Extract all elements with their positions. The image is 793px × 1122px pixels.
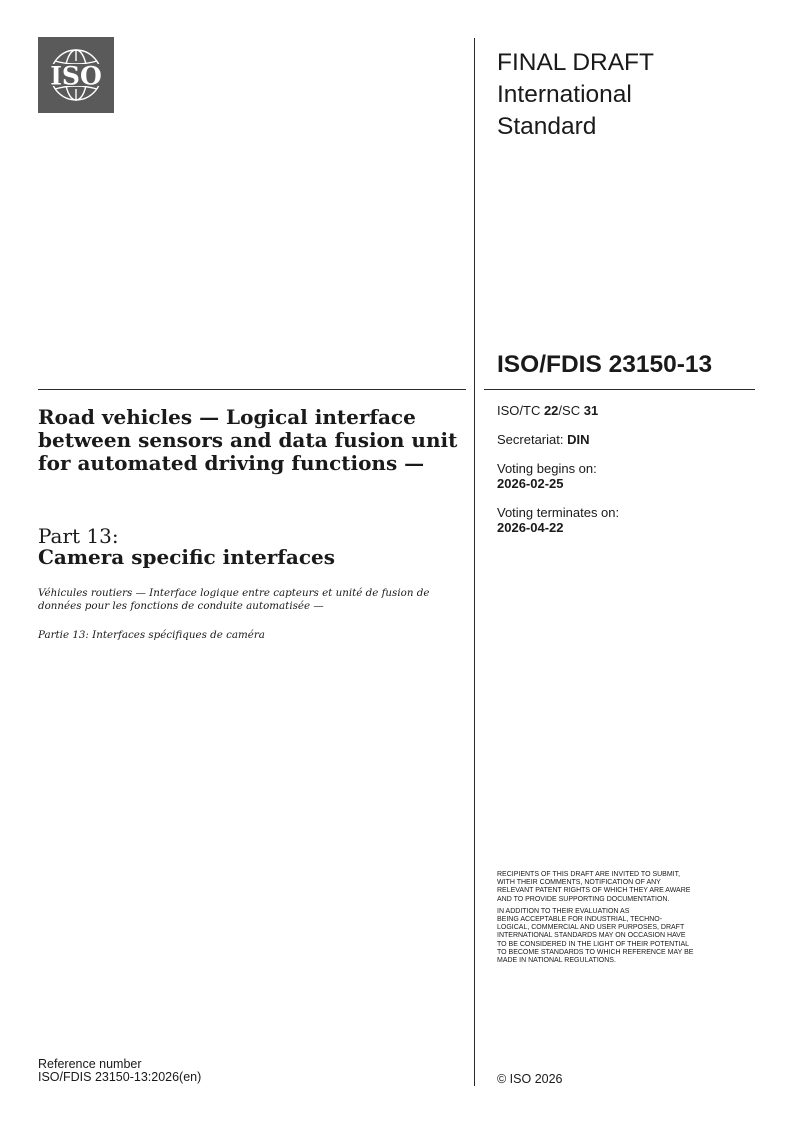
tc-prefix: ISO/TC (497, 403, 544, 418)
voting-terminates (497, 505, 619, 535)
secretariat-value: DIN (567, 432, 590, 447)
sc-prefix: /SC (558, 403, 584, 418)
secretariat-label: Secretariat: (497, 432, 568, 447)
status-line-final-draft: FINAL DRAFT (497, 49, 654, 76)
reference-value: ISO/FDIS 23150-13:2026(en) (38, 1070, 202, 1084)
part-label: Part 13: (38, 524, 119, 548)
notice-paragraph-evaluation: IN ADDITION TO THEIR EVALUATION AS BEING ACCEPTABLE FOR INDUSTRIAL, TECHNO- LOGICAL, COMMERCIAL AND USER PURPOSES, DRAFT INTERNATIONAL STANDARDS MAY ON OCCASION HAVE TO BE CONSIDERED IN THE LIGHT OF THEIR POTENTIAL TO BECOME STANDARDS TO WHICH REFERENCE MAY BE MADE IN NATIONAL REGULATIONS. (497, 907, 694, 965)
voting-begins (497, 461, 597, 491)
notice-paragraph-patents: RECIPIENTS OF THIS DRAFT ARE INVITED TO SUBMIT, WITH THEIR COMMENTS, NOTIFICATION OF ANY RELEVANT PATENT RIGHTS OF WHICH THEY ARE AWARE AND TO PROVIDE SUPPORTING DOCUMENTATION. (497, 871, 691, 903)
reference-number (38, 1058, 201, 1084)
vertical-divider (474, 38, 475, 1086)
part-title: Camera specific interfaces (38, 545, 336, 569)
logo-text: ISO (50, 61, 102, 91)
voting-terminates-label: Voting terminates on: (497, 505, 620, 520)
tc-number: 22 (543, 403, 559, 418)
status-line-international: International (497, 81, 632, 108)
left-horizontal-rule (38, 389, 466, 390)
reference-label: Reference number (38, 1057, 142, 1071)
voting-begins-label: Voting begins on: (497, 461, 597, 476)
secretariat (497, 432, 589, 447)
voting-begins-date: 2026-02-25 (497, 476, 564, 491)
voting-terminates-date: 2026-04-22 (497, 520, 564, 535)
draft-notice (497, 871, 757, 969)
french-part-title: Partie 13: Interfaces spécifiques de caméra (38, 629, 265, 641)
globe-icon (38, 37, 114, 113)
technical-committee (497, 403, 598, 418)
right-horizontal-rule (484, 389, 755, 390)
document-status (497, 47, 757, 143)
document-title: Road vehicles — Logical interface between sensors and data fusion unit for automated driving functions — (38, 405, 458, 475)
status-line-standard: Standard (497, 113, 597, 140)
sc-number: 31 (583, 403, 599, 418)
french-title: Véhicules routiers — Interface logique entre capteurs et unité de fusion de données pour les fonctions de conduite automatisée — (38, 587, 430, 612)
document-number: ISO/FDIS 23150-13 (497, 351, 713, 378)
copyright: © ISO 2026 (497, 1072, 563, 1086)
iso-logo (38, 37, 114, 113)
